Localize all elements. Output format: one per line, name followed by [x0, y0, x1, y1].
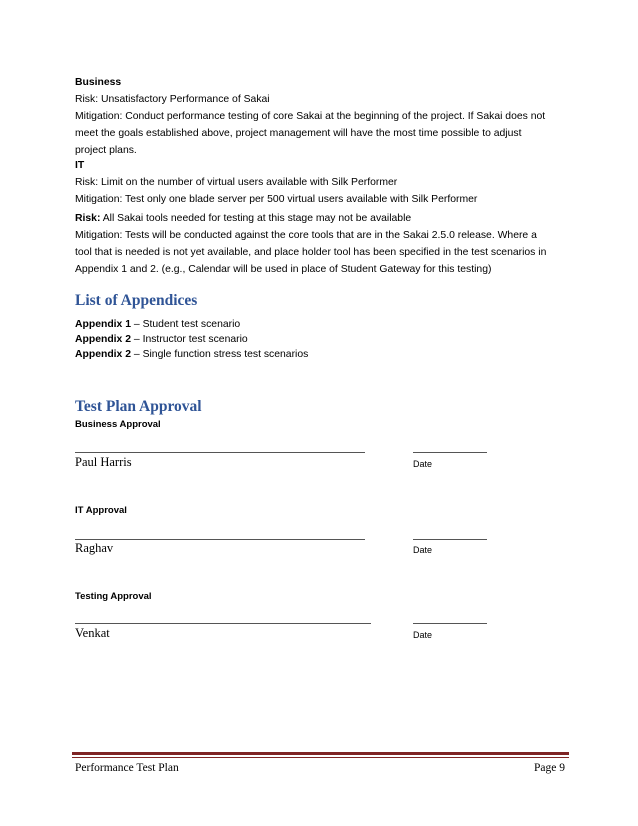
appendix-item [75, 332, 308, 347]
business-mitigation-line-1: Mitigation: Conduct performance testing of core Sakai at the beginning of the project. If Sakai does not [75, 111, 546, 122]
it-mitigation: Mitigation: Test only one blade server per 500 virtual users available with Silk Performer [75, 194, 478, 205]
tools-risk-text: All Sakai tools needed for testing at this stage may not be available [100, 213, 412, 224]
business-heading: Business [75, 77, 122, 88]
it-approval-label: IT Approval [75, 505, 127, 516]
tools-risk [75, 210, 565, 227]
tools-risk-section [75, 210, 565, 278]
appendix-item [75, 317, 308, 332]
business-mitigation-line-3: project plans. [75, 145, 137, 156]
business-mitigation-line-2: meet the goals established above, project management will have the most time possible to adjust [75, 128, 522, 139]
it-risk-section [75, 157, 565, 208]
testing-approval-label: Testing Approval [75, 591, 152, 602]
tools-mitigation-line-2: tool that is needed is not yet available, and place holder tool has been specified in the test scenarios in [75, 247, 547, 258]
footer-rule-thick [72, 752, 569, 755]
tools-mitigation-line-1: Mitigation: Tests will be conducted against the core tools that are in the Sakai 2.5.0 release. Where a [75, 230, 537, 241]
appendix-text: – Student test scenario [131, 319, 241, 330]
appendix-text: – Single function stress test scenarios [131, 349, 309, 360]
business-signature-line [75, 452, 365, 453]
testing-signer-name: Venkat [75, 626, 110, 640]
it-date-label: Date [413, 545, 433, 555]
it-signature-line [75, 539, 365, 540]
it-signer-name: Raghav [75, 541, 114, 555]
it-heading: IT [75, 160, 85, 171]
appendices-heading: List of Appendices [75, 292, 198, 309]
footer-rule-thin [72, 757, 569, 758]
tools-risk-label: Risk: [75, 213, 101, 224]
appendix-label: Appendix 2 [75, 334, 132, 345]
appendix-text: – Instructor test scenario [131, 334, 248, 345]
appendix-label: Appendix 1 [75, 319, 132, 330]
testing-date-line [413, 623, 487, 624]
appendix-label: Appendix 2 [75, 349, 132, 360]
footer-title: Performance Test Plan [75, 762, 179, 774]
business-approval-label: Business Approval [75, 419, 161, 430]
testing-date-label: Date [413, 630, 433, 640]
it-risk: Risk: Limit on the number of virtual users available with Silk Performer [75, 177, 398, 188]
appendix-list [75, 317, 308, 362]
business-risk-section [75, 74, 565, 159]
footer-page-number: Page 9 [534, 762, 565, 774]
testing-signature-line [75, 623, 371, 624]
tools-mitigation-line-3: Appendix 1 and 2. (e.g., Calendar will be used in place of Student Gateway for this testing) [75, 264, 492, 275]
business-signer-name: Paul Harris [75, 455, 132, 469]
it-date-line [413, 539, 487, 540]
business-date-label: Date [413, 459, 433, 469]
appendix-item [75, 347, 308, 362]
business-date-line [413, 452, 487, 453]
business-risk: Risk: Unsatisfactory Performance of Sakai [75, 94, 270, 105]
approval-heading: Test Plan Approval [75, 398, 202, 415]
